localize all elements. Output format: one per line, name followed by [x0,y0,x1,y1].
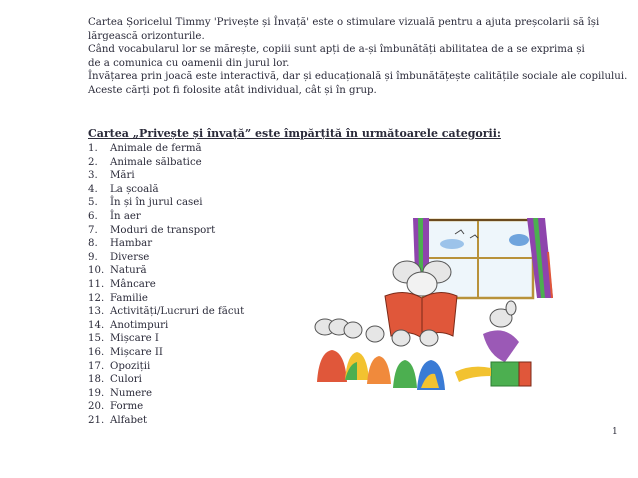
list-item [88,278,244,292]
list-item [88,169,244,183]
list-item [88,251,244,265]
list-label: În și în jurul casei [110,197,203,209]
list-number: 20. [88,401,105,413]
list-number: 3. [88,170,98,182]
list-label: Numere [110,387,153,399]
list-item [88,237,244,251]
list-number: 17. [88,360,105,372]
list-number: 21. [88,414,105,426]
list-label: Moduri de transport [110,224,216,236]
list-label: Mâncare [110,278,156,290]
intro-line: de a comunica cu oamenii din jurul lor. [88,57,290,69]
list-number: 4. [88,183,98,195]
reading-mouse-illustration [385,261,457,338]
list-item [88,414,244,428]
list-number: 6. [88,210,98,222]
categories-list [88,142,244,427]
list-label: Alfabet [110,414,148,426]
list-item [88,183,244,197]
list-number: 5. [88,197,98,209]
list-label: Anotimpuri [110,319,169,331]
list-label: Mișcare I [110,333,159,345]
list-number: 9. [88,251,98,263]
list-item [88,319,244,333]
list-label: Mări [110,170,135,182]
list-item [88,292,244,306]
list-item [88,387,244,401]
categories-heading: Cartea „Privește și învață” este împărțită în următoarele categorii: [88,127,501,140]
intro-line: Învățarea prin joacă este interactivă, dar și educațională și îmbunătățește calitățile sociale ale copilului. [88,71,628,83]
list-label: În aer [110,210,141,222]
list-label: Hambar [110,238,153,250]
list-label: Activități/Lucruri de făcut [110,306,245,318]
list-item [88,224,244,238]
list-number: 10. [88,265,105,277]
list-label: Animale sălbatice [110,156,202,168]
list-item [88,360,244,374]
list-number: 15. [88,333,105,345]
sitting-mouse-illustration [455,301,531,386]
list-item [88,142,244,156]
list-label: Culori [110,374,142,386]
intro-line: Când vocabularul lor se mărește, copiii sunt apți de a-și îmbunătăți abilitatea de a se exprima și [88,44,585,56]
list-number: 18. [88,374,105,386]
list-label: Opoziții [110,360,151,372]
list-item [88,305,244,319]
list-number: 12. [88,292,105,304]
list-number: 16. [88,346,105,358]
page-number: 1 [612,427,618,437]
list-item [88,373,244,387]
list-label: Mișcare II [110,346,163,358]
list-item [88,196,244,210]
list-item [88,210,244,224]
intro-paragraph [88,16,628,98]
list-number: 1. [88,143,98,154]
list-label: Familie [110,292,148,304]
list-number: 11. [88,278,105,290]
intro-line: Aceste cărți pot fi folosite atât individual, cât și în grup. [88,84,377,96]
list-number: 13. [88,306,105,318]
intro-line: lărgească orizonturile. [88,30,205,42]
list-item [88,332,244,346]
list-label: La școală [110,183,159,195]
list-label: Natură [110,265,147,277]
mice-reading-illustration [305,212,560,412]
list-item [88,400,244,414]
list-number: 8. [88,238,98,250]
list-number: 14. [88,319,105,331]
list-item [88,346,244,360]
list-number: 19. [88,387,105,399]
list-label: Diverse [110,251,150,263]
list-number: 7. [88,224,98,236]
list-item [88,156,244,170]
list-label: Animale de fermă [110,143,202,154]
list-item [88,264,244,278]
intro-line: Cartea Șoricelul Timmy 'Privește și Învață' este o stimulare vizuală pentru a ajuta preșcolarii să își [88,17,600,28]
list-label: Forme [110,401,144,413]
list-number: 2. [88,156,98,168]
